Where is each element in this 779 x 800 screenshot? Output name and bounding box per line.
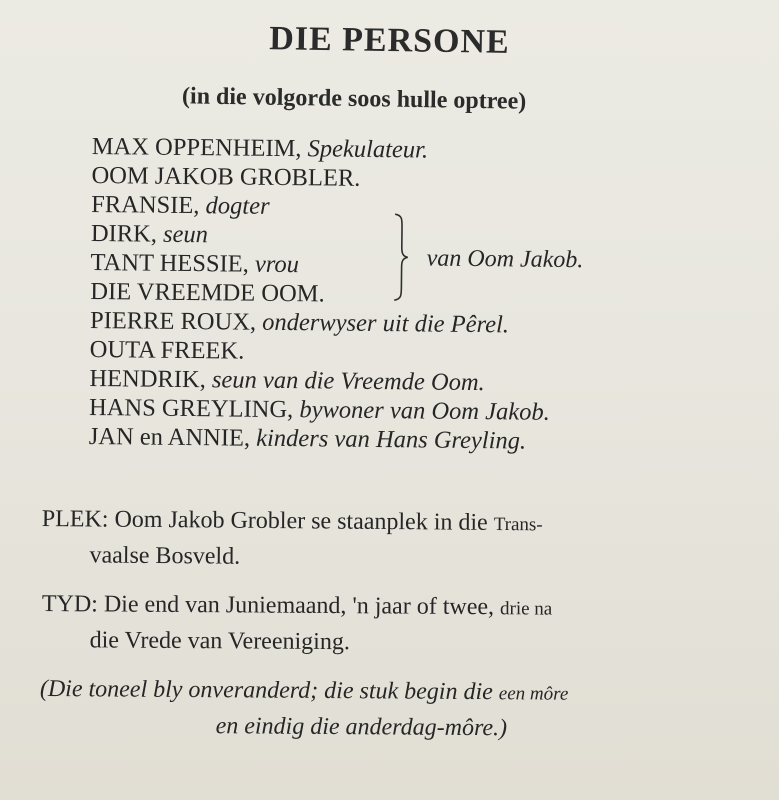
tyd-paragraph (42, 587, 553, 661)
cast-role: bywoner van Oom Jakob. (293, 396, 550, 426)
cast-role: seun (156, 220, 209, 249)
cast-name: TANT HESSIE, (90, 248, 249, 278)
stage-text: (Die toneel bly onveranderd; die stuk begin die (39, 675, 499, 706)
page-subtitle: (in die volgorde soos hulle optree) (181, 83, 527, 115)
cast-name: HANS GREYLING, (88, 393, 294, 424)
cast-role: kinders van Hans Greyling. (249, 424, 527, 455)
cast-role: dogter (199, 192, 270, 220)
plek-text: Oom Jakob Grobler se staanplek in die (108, 506, 494, 536)
cast-name: MAX OPPENHEIM, (91, 132, 302, 163)
plek-text-small: Trans- (493, 513, 543, 536)
plek-line-1 (42, 502, 543, 542)
stage-line-2: en eindig die anderdag-môre.) (215, 713, 508, 742)
cast-role: vrou (248, 250, 300, 279)
plek-paragraph (41, 502, 542, 576)
plek-line-2: vaalse Bosveld. (89, 542, 241, 570)
cast-name: PIERRE ROUX, (89, 306, 257, 336)
cast-role: seun van die Vreemde Oom. (205, 366, 485, 397)
cast-list (89, 132, 732, 458)
family-group-note: van Oom Jakob. (426, 245, 584, 274)
cast-name: DIE VREEMDE OOM. (90, 277, 325, 308)
stage-direction (40, 672, 569, 747)
cast-name: OUTA FREEK. (89, 335, 245, 365)
tyd-label: TYD: (41, 590, 98, 618)
cast-name: DIRK, (90, 219, 158, 248)
stage-text-small: een môre (498, 683, 569, 705)
stage-line-1 (40, 672, 569, 712)
plek-label: PLEK: (41, 505, 109, 533)
tyd-text: Die end van Juniemaand, 'n jaar of twee, (97, 591, 501, 621)
cast-role: onderwyser uit die Pêrel. (255, 308, 510, 339)
page-title: DIE PERSONE (268, 20, 511, 61)
cast-name: OOM JAKOB GROBLER. (91, 161, 361, 192)
cast-name: HENDRIK, (89, 364, 206, 394)
cast-role: Spekulateur. (301, 135, 429, 164)
cast-item (89, 422, 729, 458)
cast-name: JAN en ANNIE, (88, 422, 251, 452)
right-curly-brace (392, 213, 409, 301)
tyd-line-2: die Vrede van Vereeniging. (89, 627, 350, 656)
cast-name: FRANSIE, (91, 190, 200, 220)
tyd-line-1 (42, 587, 553, 627)
tyd-text-small: drie na (499, 598, 553, 620)
